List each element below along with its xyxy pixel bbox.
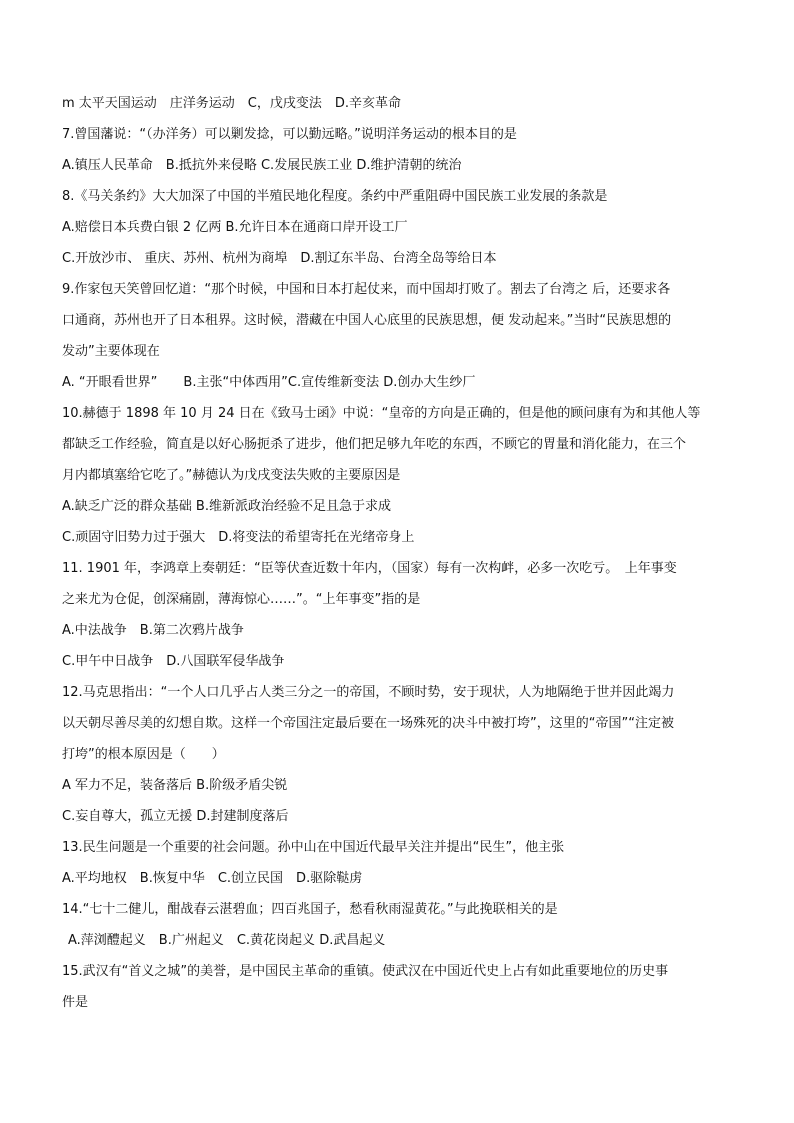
question-7-options: A.镇压人民革命 B.抵抗外来侵略 C.发展民族工业 D.维护清朝的统治 [62, 158, 462, 173]
question-8-stem: 8.《马关条约》大大加深了中国的半殖民地化程度。条约中严重阻碍中国民族工业发展的条款是 [62, 189, 608, 204]
question-9-stem: 发动”主要体现在 [62, 344, 160, 359]
question-12-stem: 打垮”的根本原因是（ ） [62, 747, 225, 762]
question-10-options-cd: C.顽固守旧势力过于强大 D.将变法的希望寄托在光绪帝身上 [62, 530, 415, 545]
question-11-stem: 之来尤为仓促，创深痛剧，薄海惊心……”。“上年事变”指的是 [62, 592, 421, 607]
question-10-stem: 10.赫德于 1898 年 10 月 24 日在《致马士函》中说：“皇帝的方向是正确的，但是他的顾问康有为和其他人等 [62, 406, 701, 421]
question-9-stem: 口通商，苏州也开了日本租界。这时候，潜藏在中国人心底里的民族思想，便 发动起来。”当时“民族思想的 [62, 313, 672, 328]
question-12-stem: 12.马克思指出：“一个人口几乎占人类三分之一的帝国，不顾时势，安于现状，人为地隔绝于世并因此竭力 [62, 685, 675, 700]
question-14-options: A.萍浏醴起义 B.广州起义 C.黄花岗起义 D.武昌起义 [68, 933, 386, 948]
question-10-options-ab: A.缺乏广泛的群众基础 B.维新派政治经验不足且急于求成 [62, 499, 391, 514]
question-13-options: A.平均地权 B.恢复中华 C.创立民国 D.驱除鞑虏 [62, 871, 363, 886]
question-12-options-ab: A 军力不足，装备落后 B.阶级矛盾尖锐 [62, 778, 288, 793]
question-9-options: A. “开眼看世界” B.主张“中体西用”C.宣传维新变法 D.创办大生纱厂 [62, 375, 476, 390]
question-15-stem: 15.武汉有“首义之城”的美誉，是中国民主革命的重镇。使武汉在中国近代史上占有如此重要地位的历史事 [62, 964, 669, 979]
text-line: m 太平天国运动 庄洋务运动 C，戊戌变法 D.辛亥革命 [62, 96, 402, 111]
question-7-stem: 7.曾国藩说：“（办洋务）可以剿发捻，可以勤远略。”说明洋务运动的根本目的是 [62, 127, 517, 142]
question-11-options-cd: C.甲午中日战争 D.八国联军侵华战争 [62, 654, 285, 669]
question-8-options-ab: A.赔偿日本兵费白银 2 亿两 B.允许日本在通商口岸开设工厂 [62, 220, 408, 235]
question-12-options-cd: C.妄自尊大，孤立无援 D.封建制度落后 [62, 809, 289, 824]
question-14-stem: 14.“七十二健儿，酣战春云湛碧血；四百兆国子，愁看秋雨湿黄花。”与此挽联相关的是 [62, 902, 558, 917]
question-13-stem: 13.民生问题是一个重要的社会问题。孙中山在中国近代最早关注并提出“民生”，他主张 [62, 840, 565, 855]
question-8-options-cd: C.开放沙市、 重庆、苏州、杭州为商埠 D.割辽东半岛、台湾全岛等给日本 [62, 251, 497, 266]
question-10-stem: 月内都填塞给它吃了。”赫德认为戊戌变法失败的主要原因是 [62, 468, 401, 483]
question-10-stem: 都缺乏工作经验，简直是以好心肠扼杀了进步，他们把足够九年吃的东西，不顾它的胃量和消化能力，在三个 [62, 437, 687, 452]
question-9-stem: 9.作家包天笑曾回忆道：“那个时候，中国和日本打起仗来，而中国却打败了。割去了台湾之 后，还要求各 [62, 282, 671, 297]
document-body [62, 88, 742, 1018]
question-11-options-ab: A.中法战争 B.第二次鸦片战争 [62, 623, 244, 638]
question-15-stem: 件是 [62, 995, 89, 1010]
question-12-stem: 以天朝尽善尽美的幻想自欺。这样一个帝国注定最后要在一场殊死的决斗中被打垮”，这里的“帝国”“注定被 [62, 716, 674, 731]
question-11-stem: 11. 1901 年，李鸿章上奏朝廷：“臣等伏查近数十年内，（国家）每有一次构衅，必多一次吃亏。 上年事变 [62, 561, 677, 576]
